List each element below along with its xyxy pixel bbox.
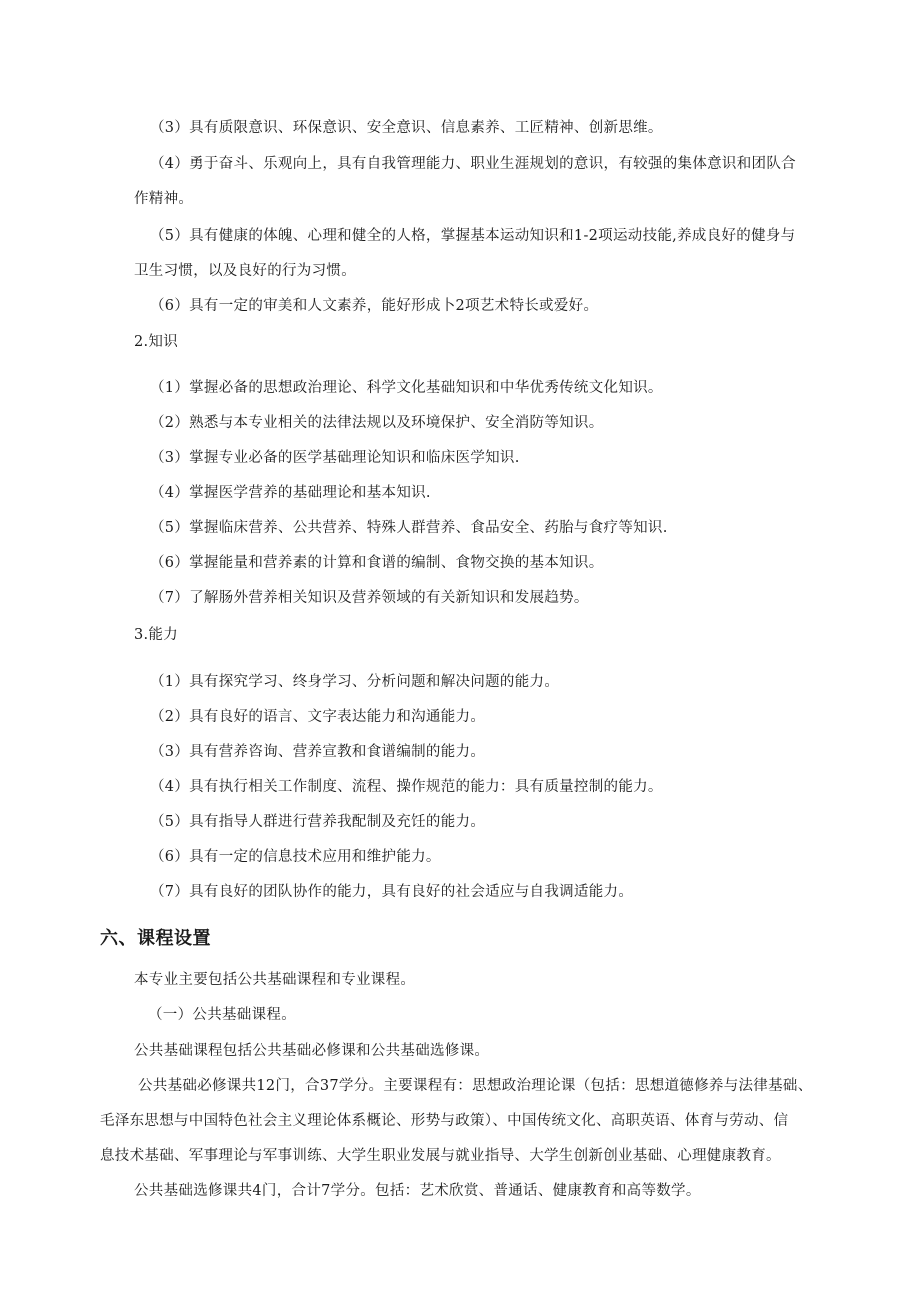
- quality-item-5-line-2: 卫生习惯，以及良好的行为习惯。: [134, 263, 356, 279]
- quality-item-5-line-1: （5）具有健康的体魄、心理和健全的人格，掌握基本运动知识和1-2项运动技能,养成良好的健身与: [150, 228, 796, 244]
- paragraph-elective: 公共基础选修课共4门，合计7学分。包括：艺术欣赏、普通话、健康教育和高等数学。: [134, 1183, 701, 1199]
- knowledge-item-5: （5）掌握临床营养、公共营养、特殊人群营养、食品安全、药胎与食疗等知识.: [150, 520, 668, 536]
- paragraph-required-line-1: 公共基础必修课共12门，合37学分。主要课程有：思想政治理论课（包括：思想道德修养与法律基础、: [138, 1078, 813, 1094]
- ability-title: 3.能力: [134, 627, 179, 643]
- paragraph-required-line-2: 毛泽东思想与中国特色社会主义理论体系概论、形势与政策）、中国传统文化、高职英语、体育与劳动、信: [100, 1113, 789, 1129]
- section-heading-course-setup: 六、课程设置: [100, 928, 211, 949]
- subsection-public-basic: （一）公共基础课程。: [148, 1007, 296, 1023]
- quality-item-6: （6）具有一定的审美和人文素养，能好形成卜2项艺术特长或爱好。: [150, 298, 599, 314]
- knowledge-item-6: （6）掌握能量和营养素的计算和食谱的编制、食物交换的基本知识。: [150, 555, 604, 571]
- ability-item-3: （3）具有营养咨询、营养宣教和食谱编制的能力。: [150, 744, 486, 760]
- ability-item-6: （6）具有一定的信息技术应用和维护能力。: [150, 849, 441, 865]
- knowledge-item-7: （7）了解肠外营养相关知识及营养领域的有关新知识和发展趋势。: [150, 590, 589, 606]
- quality-item-4-line-1: （4）勇于奋斗、乐观向上，具有自我管理能力、职业生涯规划的意识，有较强的集体意识和团队合: [150, 156, 796, 172]
- ability-item-2: （2）具有良好的语言、文字表达能力和沟通能力。: [150, 709, 486, 725]
- quality-item-4-line-2: 作精神。: [134, 191, 194, 207]
- knowledge-item-4: （4）掌握医学营养的基础理论和基本知识.: [150, 485, 431, 501]
- knowledge-item-1: （1）掌握必备的思想政治理论、科学文化基础知识和中华优秀传统文化知识。: [150, 380, 663, 396]
- ability-item-1: （1）具有探究学习、终身学习、分析问题和解决问题的能力。: [150, 674, 560, 690]
- ability-item-4: （4）具有执行相关工作制度、流程、操作规范的能力：具有质量控制的能力。: [150, 779, 663, 795]
- section-intro: 本专业主要包括公共基础课程和专业课程。: [134, 972, 416, 988]
- paragraph-public-courses: 公共基础课程包括公共基础必修课和公共基础选修课。: [134, 1043, 490, 1059]
- paragraph-required-line-3: 息技术基础、军事理论与军事训练、大学生职业发展与就业指导、大学生创新创业基础、心理健康教育。: [100, 1148, 781, 1164]
- quality-item-3: （3）具有质限意识、环保意识、安全意识、信息素养、工匠精神、创新思维。: [150, 120, 663, 136]
- knowledge-item-3: （3）掌握专业必备的医学基础理论知识和临床医学知识.: [150, 450, 520, 466]
- knowledge-title: 2.知识: [134, 334, 179, 350]
- ability-item-5: （5）具有指导人群进行营养我配制及充饪的能力。: [150, 814, 486, 830]
- ability-item-7: （7）具有良好的团队协作的能力，具有良好的社会适应与自我调适能力。: [150, 884, 634, 900]
- knowledge-item-2: （2）熟悉与本专业相关的法律法规以及环境保护、安全消防等知识。: [150, 415, 604, 431]
